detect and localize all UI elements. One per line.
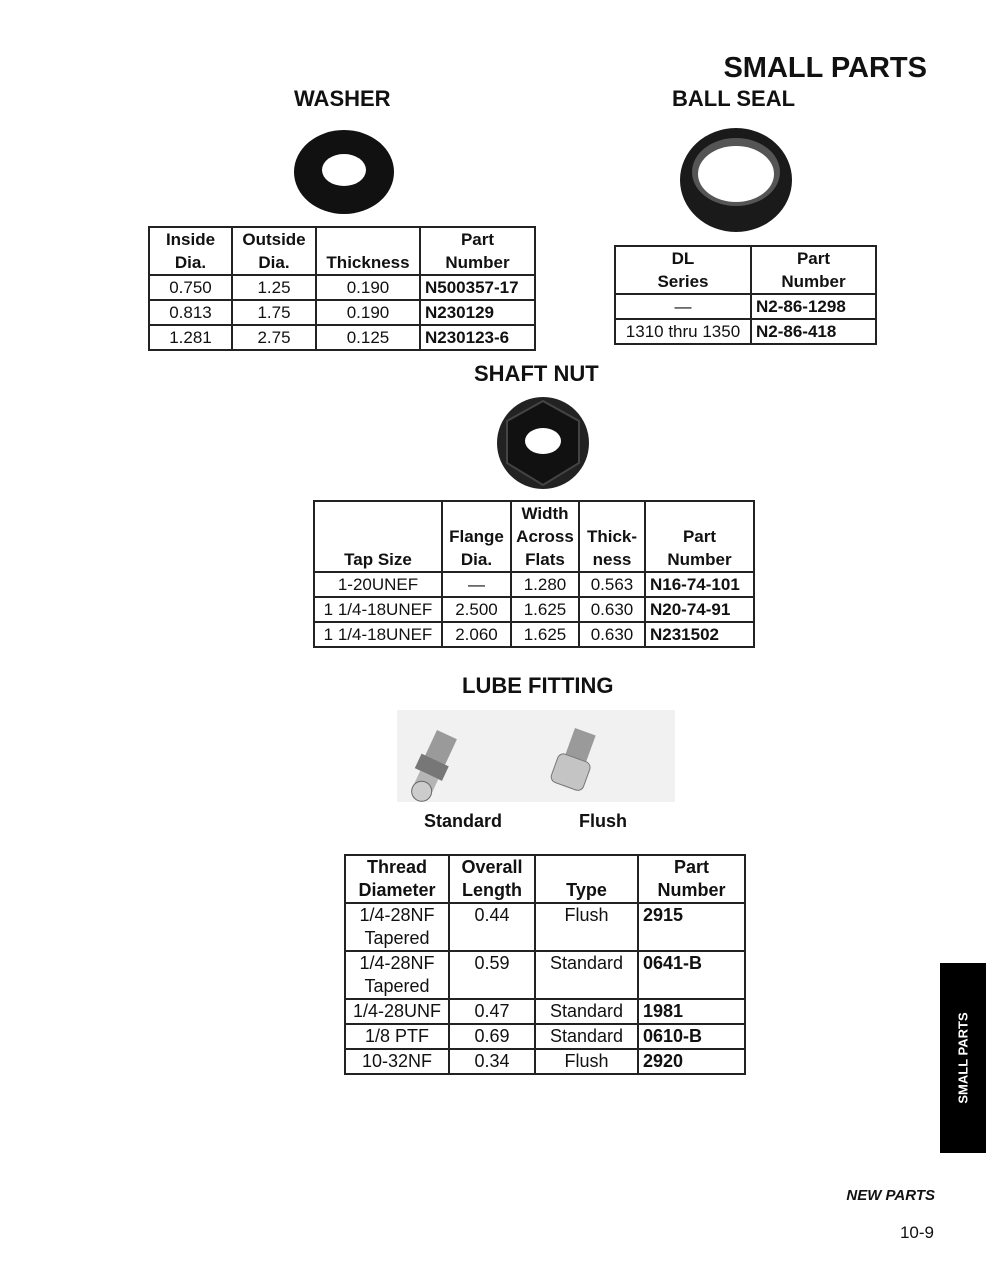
table-header-row bbox=[314, 501, 754, 572]
lube-fitting-title: LUBE FITTING bbox=[462, 673, 614, 698]
part-number-cell: N231502 bbox=[645, 622, 754, 647]
table-row bbox=[345, 999, 745, 1024]
table-cell: 0.750 bbox=[149, 275, 232, 300]
part-number-cell: N16-74-101 bbox=[645, 572, 754, 597]
ball-seal-table bbox=[614, 245, 877, 345]
table-cell: 1 1/4-18UNEF bbox=[314, 622, 442, 647]
standard-caption: Standard bbox=[424, 811, 503, 831]
table-row bbox=[149, 300, 535, 325]
section-tab-label: SMALL PARTS bbox=[955, 1012, 971, 1104]
shaft-nut-image bbox=[495, 395, 591, 491]
table-row bbox=[314, 622, 754, 647]
shaft-nut-title: SHAFT NUT bbox=[474, 361, 599, 386]
ball-seal-image bbox=[676, 124, 796, 236]
column-header: Part Number bbox=[751, 246, 876, 294]
table-cell: 1/4-28NF Tapered bbox=[345, 903, 449, 951]
washer-table bbox=[148, 226, 536, 351]
column-header: Overall Length bbox=[449, 855, 535, 903]
page-title: SMALL PARTS bbox=[723, 52, 927, 84]
part-number-cell: 1981 bbox=[638, 999, 745, 1024]
column-header: Inside Dia. bbox=[149, 227, 232, 275]
column-header: Part Number bbox=[645, 501, 754, 572]
table-header-row bbox=[615, 246, 876, 294]
table-cell: 1/4-28UNF bbox=[345, 999, 449, 1024]
part-number-cell: N2-86-1298 bbox=[751, 294, 876, 319]
table-header-row bbox=[149, 227, 535, 275]
flush-caption: Flush bbox=[579, 811, 627, 831]
footer-section: NEW PARTS bbox=[846, 1187, 935, 1204]
table-cell: 1/8 PTF bbox=[345, 1024, 449, 1049]
table-row bbox=[615, 294, 876, 319]
table-cell: 1310 thru 1350 bbox=[615, 319, 751, 344]
table-cell: Standard bbox=[535, 951, 638, 999]
part-number-cell: 0610-B bbox=[638, 1024, 745, 1049]
table-row bbox=[345, 1049, 745, 1074]
part-number-cell: N230123-6 bbox=[420, 325, 535, 350]
table-cell: — bbox=[615, 294, 751, 319]
table-cell: Standard bbox=[535, 1024, 638, 1049]
table-cell: 1.25 bbox=[232, 275, 316, 300]
table-cell: Standard bbox=[535, 999, 638, 1024]
table-cell: 10-32NF bbox=[345, 1049, 449, 1074]
table-row bbox=[345, 1024, 745, 1049]
table-cell: 1/4-28NF Tapered bbox=[345, 951, 449, 999]
column-header: DL Series bbox=[615, 246, 751, 294]
part-number-cell: N20-74-91 bbox=[645, 597, 754, 622]
table-cell: 0.44 bbox=[449, 903, 535, 951]
table-cell: Flush bbox=[535, 903, 638, 951]
table-cell: 2.75 bbox=[232, 325, 316, 350]
table-cell: 0.125 bbox=[316, 325, 420, 350]
table-row bbox=[345, 903, 745, 951]
table-cell: 0.34 bbox=[449, 1049, 535, 1074]
table-row bbox=[345, 951, 745, 999]
table-cell: 0.47 bbox=[449, 999, 535, 1024]
part-number-cell: N230129 bbox=[420, 300, 535, 325]
table-cell: 1.75 bbox=[232, 300, 316, 325]
column-header: Flange Dia. bbox=[442, 501, 511, 572]
table-cell: 0.813 bbox=[149, 300, 232, 325]
table-cell: 1.281 bbox=[149, 325, 232, 350]
table-cell: 0.190 bbox=[316, 300, 420, 325]
lube-fitting-image bbox=[397, 710, 675, 802]
column-header: Width Across Flats bbox=[511, 501, 579, 572]
table-row bbox=[149, 325, 535, 350]
table-cell: 0.69 bbox=[449, 1024, 535, 1049]
table-cell: 1.625 bbox=[511, 622, 579, 647]
table-cell: 2.060 bbox=[442, 622, 511, 647]
table-cell: 1.625 bbox=[511, 597, 579, 622]
washer-title: WASHER bbox=[294, 86, 391, 111]
table-cell: — bbox=[442, 572, 511, 597]
column-header: Part Number bbox=[420, 227, 535, 275]
column-header: Outside Dia. bbox=[232, 227, 316, 275]
table-cell: 0.630 bbox=[579, 622, 645, 647]
part-number-cell: 0641-B bbox=[638, 951, 745, 999]
table-cell: Flush bbox=[535, 1049, 638, 1074]
section-tab[interactable] bbox=[940, 963, 986, 1153]
table-cell: 0.59 bbox=[449, 951, 535, 999]
washer-image bbox=[288, 122, 400, 226]
part-number-cell: 2915 bbox=[638, 903, 745, 951]
table-cell: 1 1/4-18UNEF bbox=[314, 597, 442, 622]
part-number-cell: N500357-17 bbox=[420, 275, 535, 300]
column-header: Tap Size bbox=[314, 501, 442, 572]
table-row bbox=[314, 597, 754, 622]
table-cell: 0.630 bbox=[579, 597, 645, 622]
table-cell: 1-20UNEF bbox=[314, 572, 442, 597]
part-number-cell: 2920 bbox=[638, 1049, 745, 1074]
table-cell: 0.190 bbox=[316, 275, 420, 300]
column-header: Thickness bbox=[316, 227, 420, 275]
table-cell: 0.563 bbox=[579, 572, 645, 597]
column-header: Thread Diameter bbox=[345, 855, 449, 903]
column-header: Thick- ness bbox=[579, 501, 645, 572]
shaft-nut-table bbox=[313, 500, 755, 648]
table-cell: 1.280 bbox=[511, 572, 579, 597]
ball-seal-title: BALL SEAL bbox=[672, 86, 796, 111]
column-header: Part Number bbox=[638, 855, 745, 903]
page-number: 10-9 bbox=[899, 1223, 934, 1242]
table-row bbox=[615, 319, 876, 344]
table-header-row bbox=[345, 855, 745, 903]
lube-fitting-table bbox=[344, 854, 746, 1075]
table-cell: 2.500 bbox=[442, 597, 511, 622]
table-row bbox=[314, 572, 754, 597]
column-header: Type bbox=[535, 855, 638, 903]
table-row bbox=[149, 275, 535, 300]
part-number-cell: N2-86-418 bbox=[751, 319, 876, 344]
